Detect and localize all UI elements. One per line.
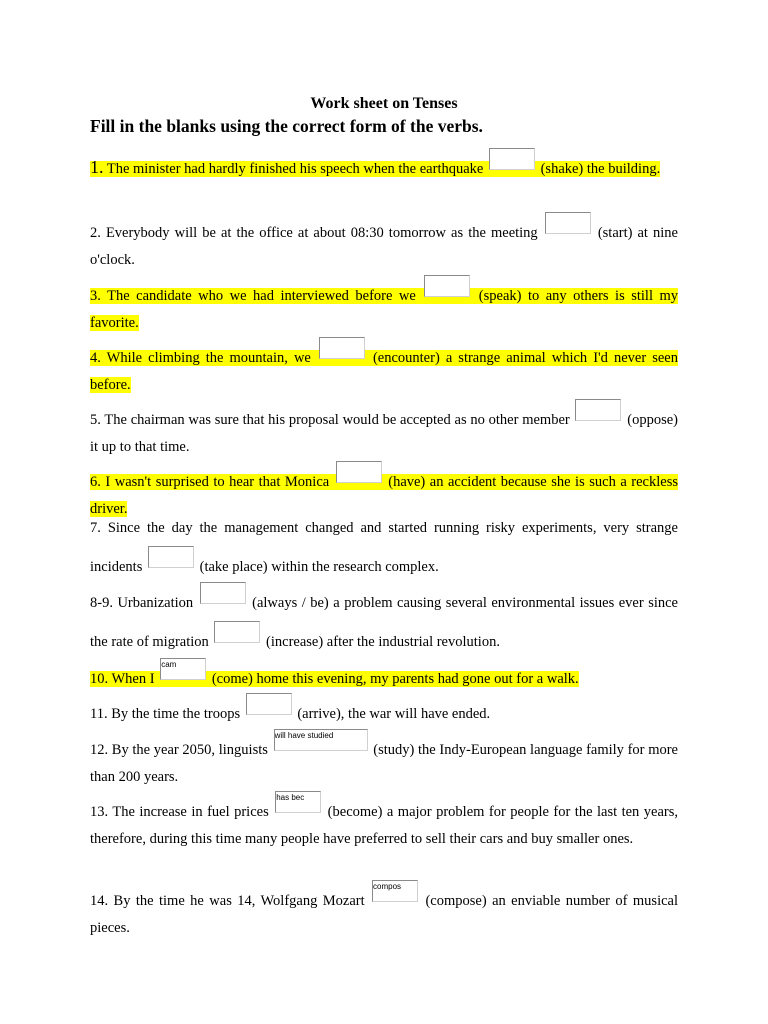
question-text: (shake) the building. [536, 161, 661, 177]
highlight [90, 350, 678, 393]
page-title: Work sheet on Tenses [310, 95, 458, 112]
answer-field-14[interactable]: compos [372, 880, 418, 902]
highlight [90, 157, 661, 177]
question-text: (arrive), the war will have ended. [293, 706, 491, 722]
question-number: 1. [90, 157, 104, 177]
answer-field-1[interactable] [489, 148, 535, 170]
question-text: 6. I wasn't surprised to hear that Monica [90, 474, 334, 490]
question-text: (come) home this evening, my parents had gone out for a walk. [208, 671, 579, 687]
answer-field-11[interactable] [246, 693, 292, 715]
question-text: 3. The candidate who we had interviewed before we [90, 288, 423, 304]
question-text: 5. The chairman was sure that his proposal would be accepted as no other member [90, 412, 574, 428]
question-4 [90, 337, 678, 399]
question-text: (always / be) a problem causing several environmental issues ever since the rate of migration [90, 595, 678, 650]
answer-field-3[interactable] [424, 275, 470, 297]
answer-field-4[interactable] [319, 337, 365, 359]
question-text: 14. By the time he was 14, Wolfgang Mozart [90, 893, 371, 909]
question-13 [90, 791, 678, 853]
question-text: 2. Everybody will be at the office at about 08:30 tomorrow as the meeting [90, 225, 543, 241]
question-14 [90, 880, 678, 942]
question-text: (increase) after the industrial revolution. [262, 634, 500, 650]
question-1 [90, 148, 678, 183]
question-text: 7. Since the day the management changed and started running risky experiments, very strange incidents [90, 520, 678, 575]
question-text: (start) at nine o'clock. [90, 225, 678, 268]
answer-field-12[interactable]: will have studied [274, 729, 368, 751]
question-text: (become) a major problem for people for the last ten years, therefore, during this time many people have preferred to sell their cars and buy smaller ones. [90, 804, 678, 847]
answer-field-8[interactable] [200, 582, 246, 604]
question-3 [90, 275, 678, 337]
instruction: Fill in the blanks using the correct form of the verbs. [90, 116, 483, 136]
question-text: 10. When I [90, 671, 159, 687]
answer-field-10[interactable]: cam [160, 658, 206, 680]
question-text: (compose) an enviable number of musical pieces. [90, 893, 678, 936]
question-text: 13. The increase in fuel prices [90, 804, 274, 820]
answer-field-2[interactable] [545, 212, 591, 234]
question-5 [90, 399, 678, 461]
question-text: The minister had hardly finished his speech when the earthquake [103, 161, 487, 177]
question-text: 8-9. Urbanization [90, 595, 198, 611]
question-text: 11. By the time the troops [90, 706, 244, 722]
answer-field-9[interactable] [214, 621, 260, 643]
answer-field-7[interactable] [148, 546, 194, 568]
question-text: 12. By the year 2050, linguists [90, 742, 272, 758]
question-2 [90, 212, 678, 274]
question-12 [90, 729, 678, 791]
question-text: 4. While climbing the mountain, we [90, 350, 317, 366]
question-text: (study) the Indy-European language family for more than 200 years. [90, 742, 678, 785]
question-text: (take place) within the research complex. [195, 559, 439, 575]
highlight [90, 660, 579, 687]
highlight [90, 288, 678, 331]
question-text: (have) an accident because she is such a reckless driver. [90, 474, 678, 517]
question-text: (oppose) it up to that time. [90, 412, 678, 455]
answer-field-13[interactable]: has bec [275, 791, 321, 813]
question-11 [90, 693, 678, 728]
question-text: (speak) to any others is still my favorite. [90, 288, 678, 331]
answer-field-6[interactable] [336, 461, 382, 483]
question-8-9 [90, 582, 678, 660]
answer-field-5[interactable] [575, 399, 621, 421]
question-10 [90, 658, 678, 693]
question-7 [90, 510, 678, 585]
question-text: (encounter) a strange animal which I'd never seen before. [90, 350, 678, 393]
